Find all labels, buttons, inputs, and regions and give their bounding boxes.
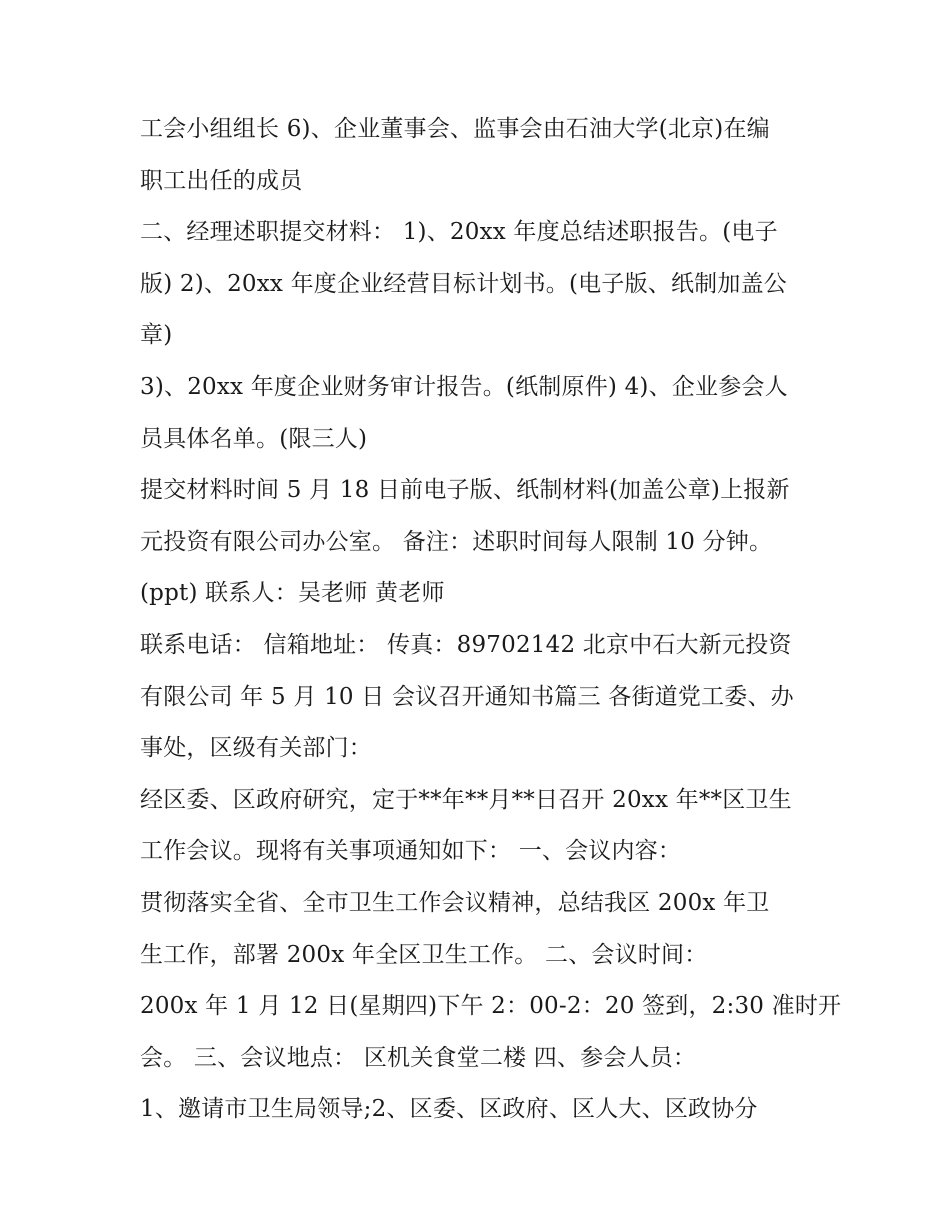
text-line-15: 工作会议。现将有关事项通知如下： 一、会议内容：	[140, 838, 682, 865]
text-line-4: 版) 2)、20xx 年度企业经营目标计划书。(电子版、纸制加盖公	[140, 270, 787, 297]
text-line-18: 200x 年 1 月 12 日(星期四)下午 2：00-2：20 签到，2:30 准时开	[140, 993, 842, 1020]
text-line-5: 章)	[140, 322, 173, 349]
text-line-9: 元投资有限公司办公室。 备注：述职时间每人限制 10 分钟。	[140, 528, 773, 555]
text-line-14: 经区委、区政府研究，定于**年**月**日召开 20xx 年**区卫生	[140, 786, 792, 813]
text-line-6: 3)、20xx 年度企业财务审计报告。(纸制原件) 4)、企业参会人	[140, 373, 788, 400]
text-line-2: 职工出任的成员	[140, 167, 303, 194]
text-line-12: 有限公司 年 5 月 10 日 会议召开通知书篇三 各街道党工委、办	[140, 683, 794, 710]
text-line-17: 生工作，部署 200x 年全区卫生工作。 二、会议时间：	[140, 941, 708, 968]
text-line-16: 贯彻落实全省、全市卫生工作会议精神，总结我区 200x 年卫	[140, 889, 770, 916]
text-line-1: 工会小组组长 6)、企业董事会、监事会由石油大学(北京)在编	[140, 116, 770, 142]
document-body	[140, 104, 842, 1136]
text-line-11: 联系电话： 信箱地址： 传真：89702142 北京中石大新元投资	[140, 631, 792, 658]
text-line-13: 事处，区级有关部门：	[140, 735, 372, 762]
text-line-20: 1、邀请市卫生局领导;2、区委、区政府、区人大、区政协分	[140, 1096, 758, 1123]
text-line-3: 二、经理述职提交材料： 1)、20xx 年度总结述职报告。(电子	[140, 219, 778, 246]
text-line-8: 提交材料时间 5 月 18 日前电子版、纸制材料(加盖公章)上报新	[140, 477, 790, 504]
text-line-10: (ppt) 联系人：吴老师 黄老师	[140, 580, 445, 607]
text-line-7: 员具体名单。(限三人)	[140, 425, 368, 452]
text-line-19: 会。 三、会议地点： 区机关食堂二楼 四、参会人员：	[140, 1044, 697, 1071]
